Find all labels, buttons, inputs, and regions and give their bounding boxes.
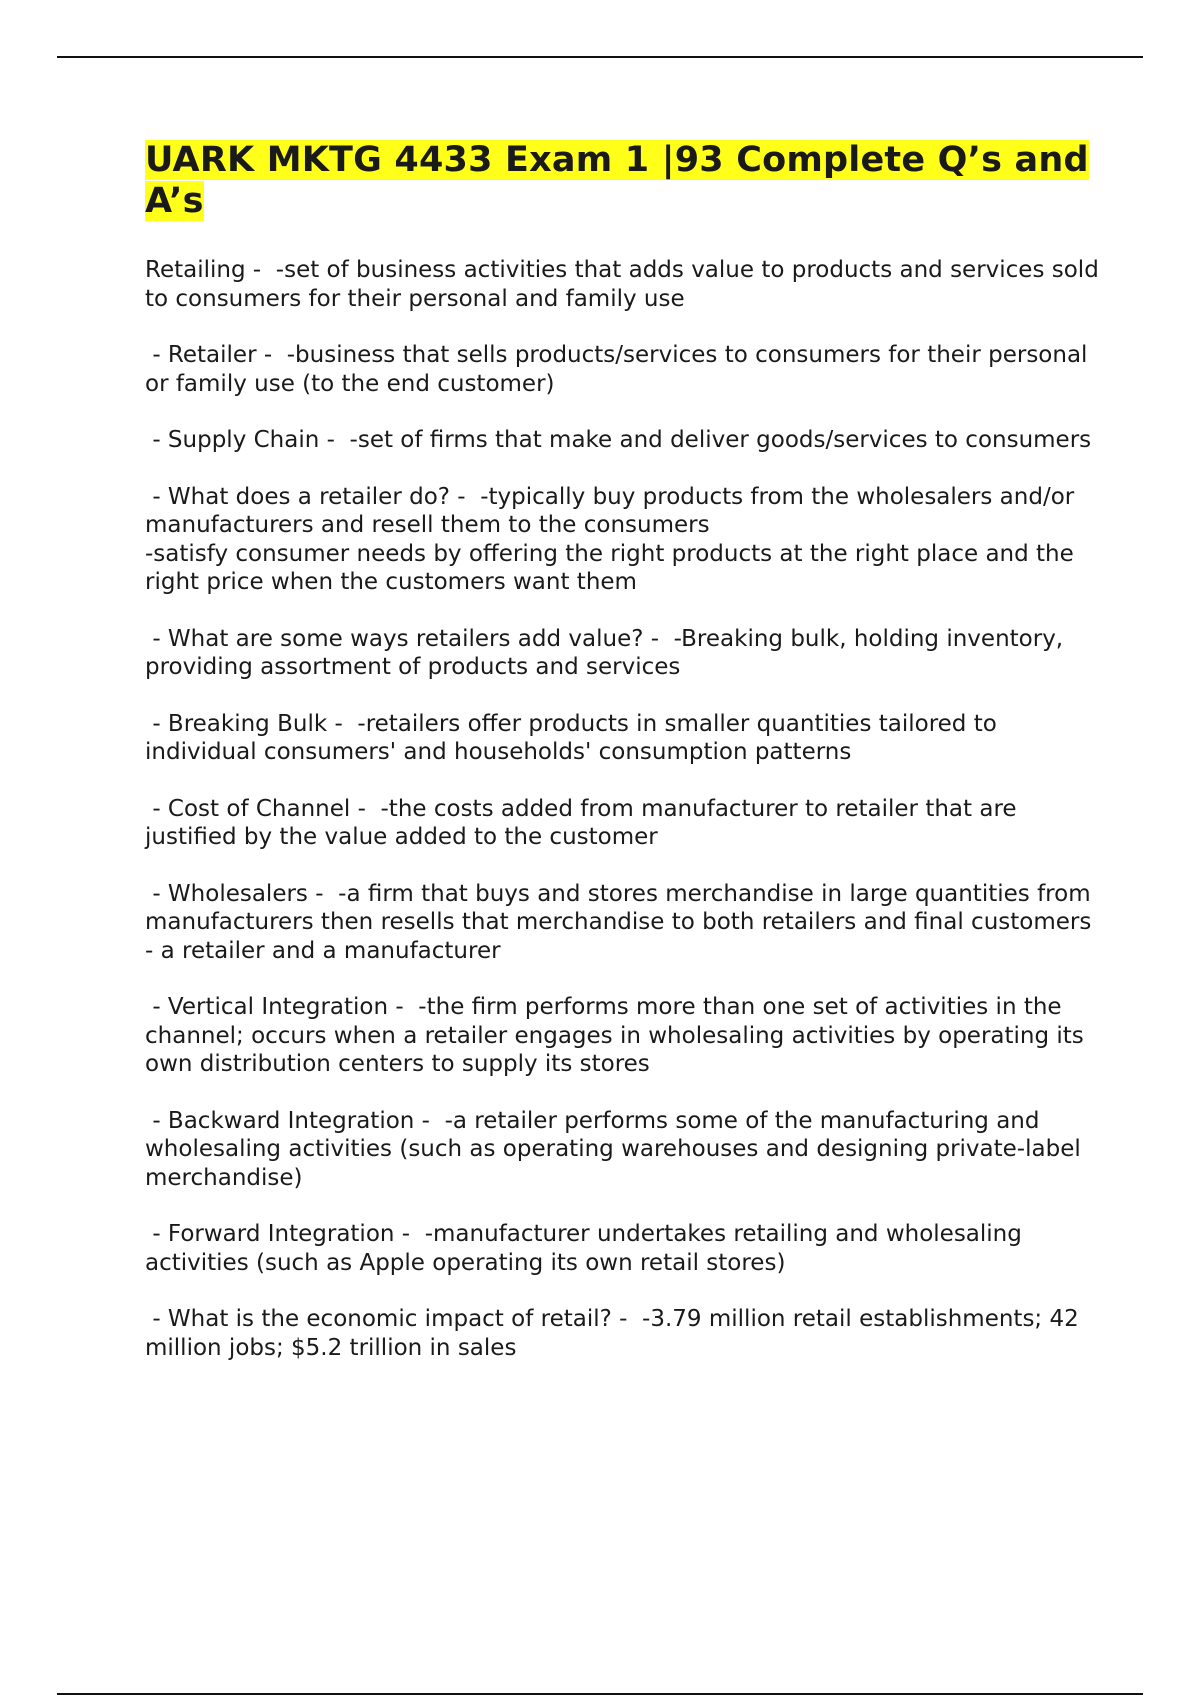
qa-list [145,256,1107,1362]
qa-entry-supply-chain: - Supply Chain - -set of firms that make and deliver goods/services to consumers [145,427,1092,453]
qa-entry-breaking-bulk: - Breaking Bulk - -retailers offer products in smaller quantities tailored to individual consumers' and households' consumption patterns [145,710,1005,765]
qa-entry-retailer: - Retailer - -business that sells products/services to consumers for their personal or family use (to the end customer) [145,342,1095,397]
document-title-text: UARK MKTG 4433 Exam 1 |93 Complete Q’s and A’s [145,140,1089,221]
qa-entry-vertical-integration: - Vertical Integration - -the firm performs more than one set of activities in the channel; occurs when a retailer engages in wholesaling activities by operating its own distribution centers to supply its stores [145,994,1092,1077]
qa-entry-what-retailer-does: - What does a retailer do? - -typically buy products from the wholesalers and/or manufacturers and resell them to the consumers -satisfy consumer needs by offering the right products at the right place and the right price when the customers want them [145,483,1075,595]
qa-entry-retailing: Retailing - -set of business activities that adds value to products and services sold to consumers for their personal and family use [145,257,1107,312]
document-title [145,140,1100,222]
page-bottom-rule [57,1693,1143,1695]
qa-entry-cost-of-channel: - Cost of Channel - -the costs added from manufacturer to retailer that are justified by the value added to the customer [145,795,1024,850]
qa-entry-add-value: - What are some ways retailers add value? - -Breaking bulk, holding inventory, providing assortment of products and services [145,625,1071,680]
document-body [145,140,1107,1390]
qa-entry-wholesalers: - Wholesalers - -a firm that buys and stores merchandise in large quantities from manufacturers then resells that merchandise to both retailers and final customers - a retailer and a manufacturer [145,880,1092,964]
qa-entry-economic-impact: - What is the economic impact of retail? - -3.79 million retail establishments; 42 million jobs; $5.2 trillion in sales [145,1306,1087,1361]
qa-entry-backward-integration: - Backward Integration - -a retailer performs some of the manufacturing and wholesaling activities (such as operating warehouses and designing private-label merchandise) [145,1107,1089,1191]
page-top-rule [57,56,1143,58]
qa-entry-forward-integration: - Forward Integration - -manufacturer undertakes retailing and wholesaling activities (such as Apple operating its own retail stores) [145,1221,1030,1276]
